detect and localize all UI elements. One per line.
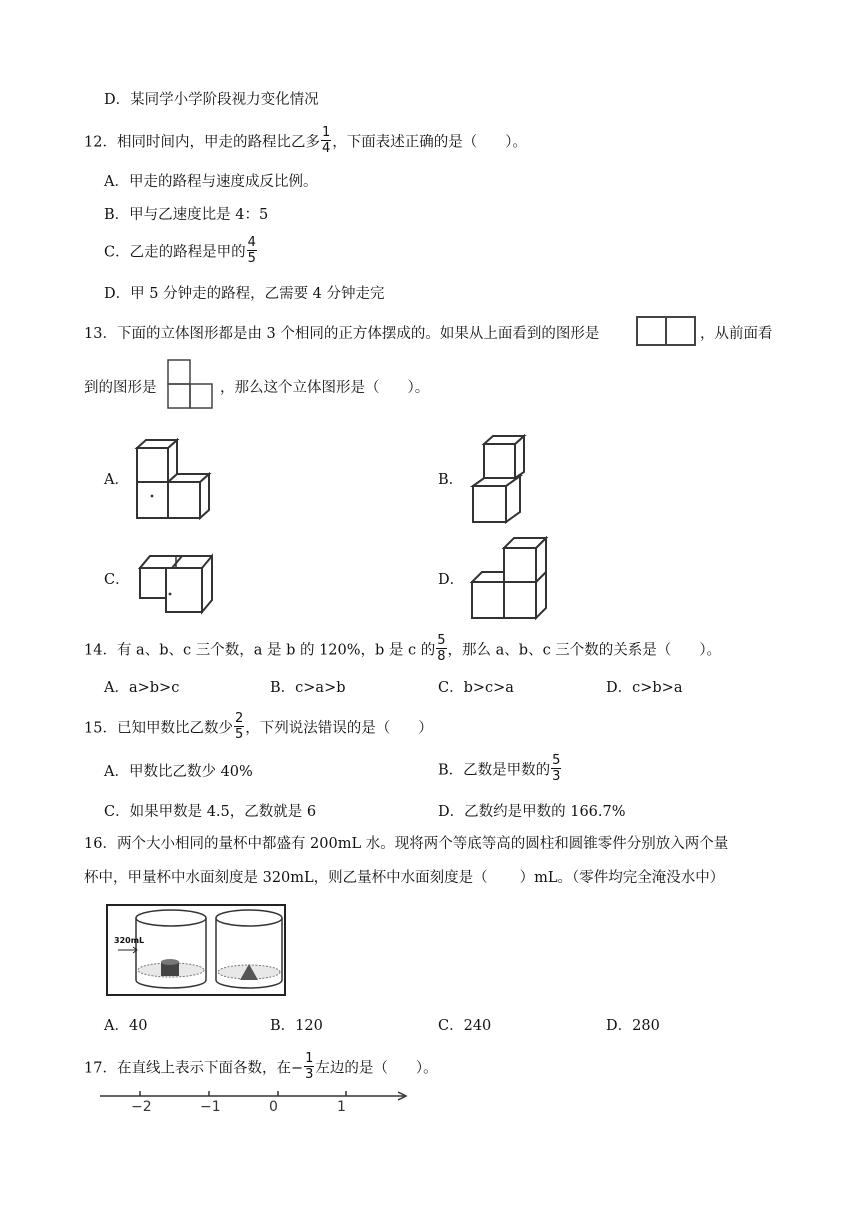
- q12-stem-post: ，下面表述正确的是（: [332, 134, 478, 151]
- q13-option-c-label: C．: [104, 572, 130, 588]
- q12-option-c-den: 5: [247, 251, 256, 266]
- q15-fraction: [234, 712, 244, 741]
- q16-cup-yi: [216, 910, 282, 988]
- q13-option-c-figure: [136, 548, 218, 616]
- q13-stem-line2-end: ）。: [407, 380, 430, 396]
- q14-option-a: A．a>b>c: [104, 680, 180, 696]
- q13-stem-line2-pre: 到的图形是: [84, 380, 157, 396]
- q14-stem: [84, 633, 722, 665]
- q15-stem: [84, 711, 433, 743]
- q13-option-d-label: D．: [438, 572, 465, 588]
- q14-option-c: C．b>c>a: [438, 680, 514, 696]
- q13-option-b-figure: [470, 430, 530, 526]
- q12-stem: [84, 125, 527, 157]
- q12-option-c-num: 4: [247, 235, 256, 250]
- q13-top-view-square-right: [666, 317, 695, 345]
- q16-stem-line2-post: ）mL。（零件均完全淹没水中）: [519, 870, 725, 886]
- q14-stem-end: ）。: [699, 642, 722, 659]
- q16-stem-line2-pre: 杯中，甲量杯中水面刻度是 320mL，则乙量杯中水面刻度是（: [84, 870, 488, 886]
- q14-option-d: D．c>b>a: [606, 680, 683, 696]
- q13-stem-line1: 13．下面的立体图形都是由 3 个相同的正方体摆成的。如果从上面看到的图形是: [84, 326, 600, 342]
- q12-option-c-fraction: [247, 236, 257, 265]
- q16-cup-jia: [136, 910, 206, 988]
- q13-option-d-figure: [468, 536, 550, 622]
- q17-tick-label: −1: [200, 1099, 221, 1115]
- q12-option-d: D．甲 5 分钟走的路程，乙需要 4 分钟走完: [104, 286, 385, 302]
- q12-option-c-text: C．乙走的路程是甲的: [104, 244, 246, 261]
- q15-option-b-text: B．乙数是甲数的: [438, 762, 551, 779]
- q16-water-level-label: 320mL: [114, 936, 145, 945]
- q13-front-view-figure: [166, 358, 216, 412]
- q11-option-d: D．某同学小学阶段视力变化情况: [104, 92, 319, 108]
- q16-option-a: A．40: [104, 1018, 148, 1034]
- q15-stem-post: ，下列说法错误的是（: [245, 720, 391, 737]
- q13-top-view-square-left: [637, 317, 666, 345]
- q17-tick-label: 0: [269, 1099, 278, 1115]
- q15-option-a: A．甲数比乙数少 40%: [104, 764, 253, 780]
- q12-option-c: [104, 235, 258, 267]
- q16-stem-line1: 16．两个大小相同的量杯中都盛有 200mL 水。现将两个等底等高的圆柱和圆锥零件分别放入两个量: [84, 836, 729, 852]
- q13-front-view-bottom-left: [168, 384, 190, 408]
- q15-option-b: [438, 753, 562, 785]
- q15-fraction-den: 5: [234, 727, 244, 742]
- q12-fraction-num: 1: [321, 125, 331, 140]
- q16-option-c: C．240: [438, 1018, 492, 1034]
- q15-option-b-num: 5: [552, 753, 561, 768]
- q13-front-view-bottom-right: [190, 384, 212, 408]
- q13-stem-line2: [220, 376, 429, 397]
- q16-measuring-cups-figure: [106, 904, 288, 998]
- q12-option-a: A．甲走的路程与速度成反比例。: [104, 174, 318, 190]
- q17-stem: [84, 1051, 438, 1083]
- q17-stem-post: 左边的是（: [315, 1060, 388, 1077]
- q15-option-d: D．乙数约是甲数的 166.7%: [438, 804, 626, 820]
- q17-stem-pre: 17．在直线上表示下面各数，在−: [84, 1060, 304, 1077]
- q12-fraction: [321, 126, 331, 155]
- q12-option-b: B．甲与乙速度比是 4：5: [104, 207, 269, 223]
- q16-option-b: B．120: [270, 1018, 323, 1034]
- q12-stem-pre: 12．相同时间内，甲走的路程比乙多: [84, 134, 320, 151]
- q17-fraction-num: 1: [305, 1051, 314, 1066]
- q13-option-a-label: A．: [104, 472, 129, 488]
- q14-stem-pre: 14．有 a、b、c 三个数，a 是 b 的 120%，b 是 c 的: [84, 642, 436, 659]
- q14-option-b: B．c>a>b: [270, 680, 346, 696]
- q13-option-b-label: B．: [438, 472, 464, 488]
- q13-top-view-figure: [636, 316, 698, 346]
- q15-option-b-fraction: [551, 754, 561, 783]
- q17-fraction-den: 3: [305, 1067, 314, 1082]
- q15-stem-pre: 15．已知甲数比乙数少: [84, 720, 233, 737]
- q13-option-a-figure: [134, 436, 214, 522]
- q14-stem-post: ，那么 a、b、c 三个数的关系是（: [447, 642, 672, 659]
- q12-stem-end: ）。: [505, 134, 527, 151]
- q17-stem-end: ）。: [415, 1060, 438, 1077]
- q17-fraction: [304, 1052, 314, 1081]
- q16-option-d: D．280: [606, 1018, 660, 1034]
- q17-tick-label: −2: [131, 1099, 152, 1115]
- q13-stem-line2-post: ，那么这个立体图形是（: [220, 380, 380, 396]
- q14-fraction-num: 5: [437, 633, 446, 648]
- q14-fraction: [436, 634, 446, 663]
- q13-stem-line1-end: ，从前面看: [700, 326, 773, 342]
- q17-tick-label: 1: [337, 1099, 346, 1115]
- q14-fraction-den: 8: [437, 649, 446, 664]
- q15-fraction-num: 2: [234, 711, 244, 726]
- q13-front-view-top: [168, 360, 190, 384]
- q15-option-b-den: 3: [552, 769, 561, 784]
- q12-fraction-den: 4: [321, 141, 331, 156]
- q16-stem-line2: [84, 866, 724, 887]
- q15-option-c: C．如果甲数是 4.5，乙数就是 6: [104, 804, 317, 820]
- q15-stem-end: ）: [418, 720, 433, 737]
